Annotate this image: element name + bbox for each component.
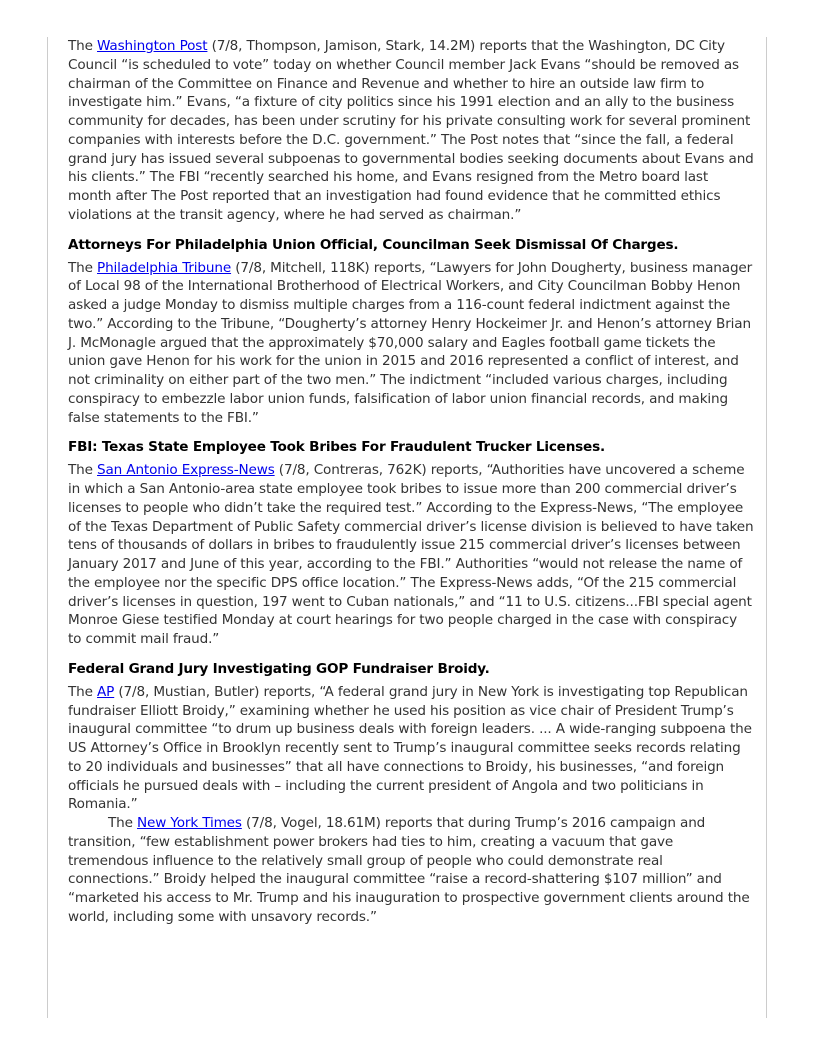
document-content [68,37,754,927]
article-headline: FBI: Texas State Employee Took Bribes For Fraudulent Trucker Licenses. [68,439,605,456]
article-paragraph [68,37,754,225]
paragraph-body: (7/8, Thompson, Jamison, Stark, 14.2M) reports that the Washington, DC City Council “is scheduled to vote” today on whether Council member Jack Evans “should be removed as chairman of the Committee on Finance and Revenue and whether to hire an outside law firm to investigate him.” Evans, “a fixture of city politics since his 1991 election and an ally to the business community for decades, has been under scrutiny for his private consulting work for several prominent companies with interests before the D.C. government.” The Post notes that “since the fall, a federal grand jury has issued several subpoenas to governmental bodies seeking documents about Evans and his clients.” The FBI “recently searched his home, and Evans resigned from the Metro board last month after The Post reported that an investigation had found evidence that he committed ethics violations at the transit agency, where he had served as chairman.” [68,38,754,223]
article-texas-trucker-licenses [68,438,754,649]
source-link-ap[interactable]: AP [97,683,115,700]
article-headline: Federal Grand Jury Investigating GOP Fundraiser Broidy. [68,660,490,677]
paragraph-lead: The [68,259,98,276]
source-link-washington-post[interactable]: Washington Post [97,38,208,54]
article-broidy-grand-jury [68,660,754,927]
article-paragraph [68,683,754,814]
paragraph-lead: The [108,815,138,831]
paragraph-body: (7/8, Contreras, 762K) reports, “Authorities have uncovered a scheme in which a San Antonio-area state employee took bribes to issue more than 200 commercial driver’s licenses to people who didn’t take the required test.” According to the Express-News, “The employee of the Texas Department of Public Safety commercial driver’s license division is believed to have taken tens of thousands of dollars in bribes to fraudulently issue 215 commercial driver’s licenses between January 2017 and June of this year, according to the FBI.” Authorities “would not release the name of the employee nor the specific DPS office location.” The Express-News adds, “Of the 215 commercial driver’s licenses in question, 197 went to Cuban nationals,” and “11 to U.S. citizens...FBI special agent Monroe Giese testified Monday at court hearings for two people charged in the case with conspiracy to commit mail fraud.” [68,462,754,647]
article-dc-council-evans [68,37,754,225]
document-page [47,37,767,1018]
paragraph-lead: The [68,462,98,479]
article-paragraph [68,461,754,649]
source-link-philadelphia-tribune[interactable]: Philadelphia Tribune [97,259,232,276]
source-link-new-york-times[interactable]: New York Times [137,815,242,831]
paragraph-body: (7/8, Vogel, 18.61M) reports that during Trump’s 2016 campaign and transition, “few establishment power brokers had ties to him, creating a vacuum that gave tremendous influence to the relatively small group of people who could demonstrate real connections.” Broidy helped the inaugural committee “raise a record-shattering $107 million” and “marketed his access to Mr. Trump and his inauguration to prospective government clients around the world, including some with unsavory records.” [68,815,750,925]
source-link-san-antonio-express-news[interactable]: San Antonio Express-News [97,462,275,479]
paragraph-body: (7/8, Mustian, Butler) reports, “A federal grand jury in New York is investigating top Republican fundraiser Elliott Broidy,” examining whether he used his position as vice chair of President Trump’s inaugural committee “to drum up business deals with foreign leaders. ... A wide-ranging subpoena the US Attorney’s Office in Brooklyn recently sent to Trump’s inaugural committee seeks records relating to 20 individuals and businesses” that all have connections to Broidy, his businesses, “and foreign officials he pursued deals with – including the current president of Angola and two politicians in Romania.” [68,683,752,813]
article-headline: Attorneys For Philadelphia Union Official, Councilman Seek Dismissal Of Charges. [68,236,679,253]
article-paragraph [68,259,754,428]
paragraph-lead: The [68,38,98,54]
paragraph-lead: The [68,683,98,700]
paragraph-body: (7/8, Mitchell, 118K) reports, “Lawyers for John Dougherty, business manager of Local 98 of the International Brotherhood of Electrical Workers, and City Councilman Bobby Henon asked a judge Monday to dismiss multiple charges from a 116-count federal indictment against the two.” According to the Tribune, “Dougherty’s attorney Henry Hockeimer Jr. and Henon’s attorney Brian J. McMonagle argued that the approximately $70,000 salary and Eagles football game tickets the union gave Henon for his work for the union in 2015 and 2016 represented a conflict of interest, and not criminality on either part of the two men.” The indictment “included various charges, including conspiracy to embezzle labor union funds, falsification of labor union financial records, and making false statements to the FBI.” [68,259,753,426]
article-paragraph [68,814,754,927]
article-philadelphia-union [68,236,754,428]
